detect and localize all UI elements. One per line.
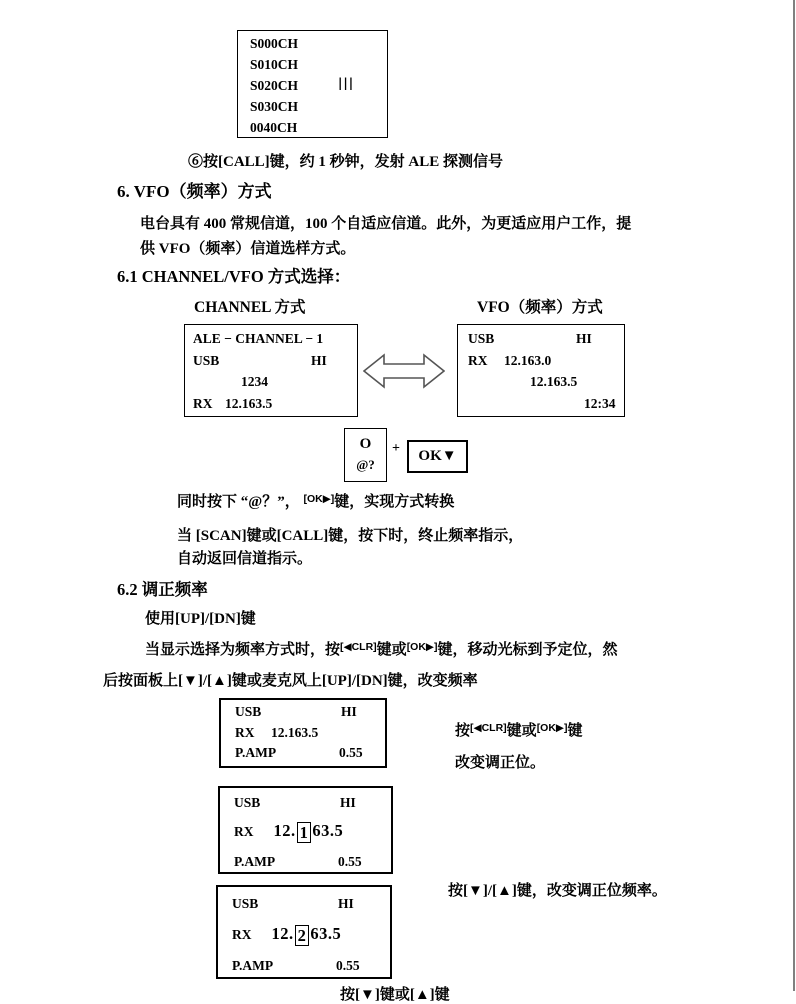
lcd-text: RX [468,352,488,368]
lcd-text: USB [468,331,495,346]
lcd-text: HI [341,704,357,719]
side-note-2: 按[▼]/[▲]键，改变调正位频率。 [448,883,667,899]
lcd-text: HI [338,896,354,911]
lcd-vfo-mode [457,324,625,417]
channel-item: 0040CH [250,120,298,135]
lcd-text: RX [234,824,254,839]
mode-switch-arrow-icon [363,351,445,391]
lcd-text: 12.163.5 [271,724,319,740]
channel-item: S030CH [250,99,299,114]
ok-key-notation: [OK▶] [536,722,568,734]
lcd-freq-display-3 [216,885,392,979]
lcd-channel-mode [184,324,358,417]
lcd-freq: 63.5 [312,821,344,840]
lcd-freq-cursor: 2 [295,925,310,946]
text-segment: 按 [455,723,471,739]
lcd-text: 1234 [241,374,268,389]
lcd-text: USB [193,352,220,368]
key-label: @? [356,457,375,472]
page-edge-divider [793,0,795,991]
section-61-heading: 6.1 CHANNEL/VFO 方式选择： [117,267,351,286]
lcd-text: RX [193,395,213,411]
adjust-para-line1 [145,638,618,659]
step6-caption: ⑥按[CALL]键，约 1 秒钟，发射 ALE 探测信号 [188,154,504,170]
text-segment: 键，移动光标到予定位，然 [437,642,618,658]
lcd-text: 0.55 [339,745,363,760]
lcd-text: USB [232,896,259,911]
text-segment: 同时按下 “@？”， [177,494,304,510]
at-question-key [344,428,387,482]
text-segment: 键或 [376,642,407,658]
channel-item: S000CH [250,36,299,51]
lcd-text: P.AMP [234,854,276,869]
vfo-mode-label: VFO（频率）方式 [477,299,603,316]
lcd-text: USB [234,795,261,810]
lcd-freq: 12. [271,924,294,943]
lcd-text: 12.163.5 [530,374,578,389]
note-line2: 自动返回信道指示。 [177,551,313,567]
ok-key: OK▼ [407,440,468,473]
side-note-1-line2: 改变调正位。 [455,755,546,771]
lcd-text: 0.55 [338,854,362,869]
text-segment: 当显示选择为频率方式时，按 [145,642,341,658]
lcd-text: ALE − CHANNEL − 1 [193,331,324,346]
bottom-clipped-line: 按[▼]键或[▲]键 [340,987,450,1003]
lcd-text: 12:34 [584,395,616,411]
lcd-freq: 12. [273,821,296,840]
ok-key-notation: [OK▶] [406,641,438,653]
lcd-text: P.AMP [232,958,274,973]
side-note-1-line1 [455,719,583,740]
section-62-heading: 6.2 调正频率 [117,580,208,599]
note-line1: 当 [SCAN]键或[CALL]键，按下时，终止频率指示， [177,528,524,544]
section-6-body-line1: 电台具有 400 常规信道，100 个自适应信道。此外，为更适应用户工作，提 [140,216,632,232]
clr-key-notation: [◀CLR] [470,722,507,734]
adjust-para-line2: 后按面板上[▼]/[▲]键或麦克风上[UP]/[DN]键，改变频率 [103,673,478,689]
channel-list-display [237,30,388,138]
ok-key-notation: [OK▶] [303,493,335,505]
plus-sign: + [392,441,400,456]
lcd-freq-display-1 [219,698,387,768]
use-updn-line: 使用[UP]/[DN]键 [145,611,256,627]
section-6-body-line2: 供 VFO（频率）信道选样方式。 [140,241,356,257]
lcd-text: HI [576,331,592,346]
lcd-freq-display-2 [218,786,393,874]
channel-item: S010CH [250,57,299,72]
lcd-text: HI [311,352,327,368]
text-segment: 键，实现方式转换 [334,494,455,510]
channel-item: S020CH [250,78,299,93]
lcd-text: 0.55 [336,958,360,973]
lcd-text: P.AMP [235,745,277,760]
key-label: O [359,436,372,452]
lcd-text: HI [340,795,356,810]
channel-mode-label: CHANNEL 方式 [194,299,306,316]
lcd-text: RX [235,724,255,740]
lcd-text: RX [232,927,252,942]
cursor-indicator-icon: ||| [338,76,355,90]
clr-key-notation: [◀CLR] [340,641,377,653]
text-segment: 键 [567,723,583,739]
lcd-text: 12.163.5 [225,395,273,411]
section-6-heading: 6. VFO（频率）方式 [117,182,272,201]
lcd-text: 12.163.0 [504,352,552,368]
switch-instruction [177,490,454,511]
lcd-freq: 63.5 [310,924,342,943]
lcd-freq-cursor: 1 [297,822,312,843]
lcd-text: USB [235,704,262,719]
text-segment: 键或 [506,723,537,739]
